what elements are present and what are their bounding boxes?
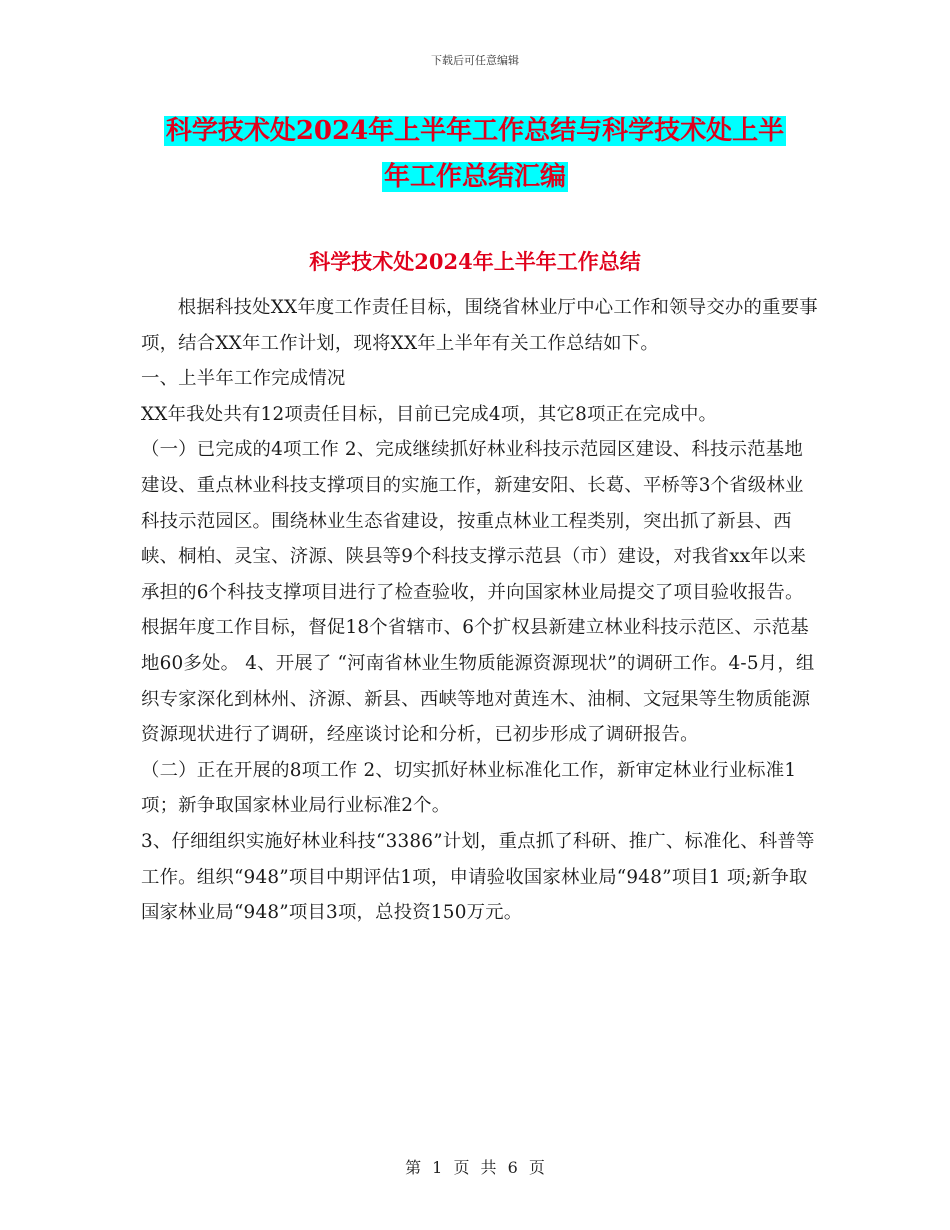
paragraph-3386: 3、仔细组织实施好林业科技“3386”计划，重点抓了科研、推广、标准化、科普等工作。组织“948”项目中期评估1项，申请验收国家林业局“948”项目1 项;新争取国家林业局“948”项目3项，总投资150万元。: [141, 830, 815, 924]
title-line-1: 科学技术处2024年上半年工作总结与科学技术处上半: [165, 116, 785, 146]
body-text: [141, 290, 821, 931]
paragraph-ongoing: （二）正在开展的8项工作 2、切实抓好林业标准化工作，新审定林业行业标准1 项；新争取国家林业局行业标准2个。: [141, 759, 797, 817]
title-line-2: 年工作总结汇编: [383, 162, 566, 192]
page-footer: 第 1 页 共 6 页: [405, 1158, 545, 1177]
paragraph-completed: （一）已完成的4项工作 2、完成继续抓好林业科技示范园区建设、科技示范基地建设、重点林业科技支撑项目的实施工作，新建安阳、长葛、平桥等3个省级林业科技示范园区。围绕林业生态省建设，按重点林业工程类别，突出抓了新县、西峡、桐柏、灵宝、济源、陕县等9个科技支撑示范县（市）建设，对我省xx年以来承担的6个科技支撑项目进行了检查验收，并向国家林业局提交了项目验收报告。根据年度工作目标，督促18个省辖市、6个扩权县新建立林业科技示范区、示范基地60多处。 4、开展了 “河南省林业生物质能源资源现状”的调研工作。4-5月，组织专家深化到林州、济源、新县、西峡等地对黄连木、油桐、文冠果等生物质能源资源现状进行了调研，经座谈讨论和分析，已初步形成了调研报告。: [141, 439, 815, 746]
paragraph-heading-1: 一、上半年工作完成情况: [141, 368, 346, 390]
document-title: [0, 108, 950, 200]
section-title: 科学技术处2024年上半年工作总结: [309, 249, 641, 274]
paragraph-intro: 根据科技处XX年度工作责任目标，围绕省林业厅中心工作和领导交办的重要事项，结合XX年工作计划，现将XX年上半年有关工作总结如下。: [141, 297, 818, 354]
header-note: 下载后可任意编辑: [431, 54, 519, 67]
paragraph-targets: XX年我处共有12项责任目标，目前已完成4项，其它8项正在完成中。: [141, 403, 718, 425]
